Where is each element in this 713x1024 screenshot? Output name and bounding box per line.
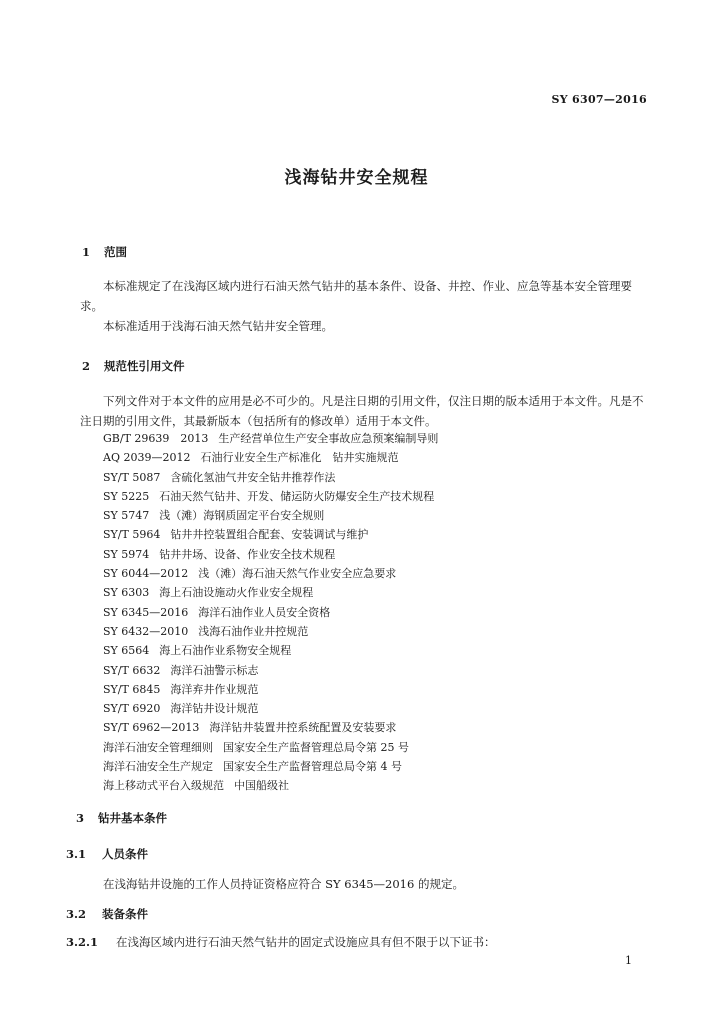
section-number: 3.2	[66, 907, 87, 921]
section-title: 人员条件	[102, 847, 148, 861]
list-item	[103, 641, 438, 660]
section-number: 3	[76, 811, 85, 825]
reference-code: AQ 2039—2012	[103, 451, 191, 465]
reference-code: SY 6345—2016	[103, 605, 189, 619]
clause-3-2-1	[66, 934, 496, 950]
reference-title: 海上石油作业系物安全规程	[159, 644, 292, 658]
list-item	[103, 622, 438, 641]
list-item	[103, 699, 438, 718]
list-item	[103, 545, 438, 564]
reference-list	[103, 429, 438, 796]
reference-code: SY/T 6962—2013	[103, 721, 200, 735]
reference-title: 钻井井场、设备、作业安全技术规程	[159, 547, 336, 561]
list-item	[103, 757, 438, 776]
reference-title: 钻井井控装置组合配套、安装调试与维护	[170, 528, 369, 542]
list-item	[103, 429, 438, 448]
reference-title: 国家安全生产监督管理总局令第 4 号	[223, 760, 402, 774]
reference-code: 海洋石油安全管理细则	[103, 740, 213, 754]
reference-code: SY 5225	[103, 489, 150, 503]
section-title: 范围	[104, 245, 127, 259]
page-title: 浅海钻井安全规程	[284, 168, 429, 188]
reference-code: SY/T 6632	[103, 663, 161, 677]
reference-code: SY 5974	[103, 547, 150, 561]
list-item	[103, 661, 438, 680]
section-title: 装备条件	[102, 907, 148, 921]
list-item	[103, 487, 438, 506]
clause-text: 在浅海区域内进行石油天然气钻井的固定式设施应具有但不限于以下证书：	[116, 935, 496, 949]
section-title: 钻井基本条件	[98, 811, 167, 825]
list-item	[103, 583, 438, 602]
reference-code: SY 6432—2010	[103, 624, 189, 638]
section-2-heading	[82, 358, 185, 374]
scope-paragraph-1: 本标准规定了在浅海区域内进行石油天然气钻井的基本条件、设备、井控、作业、应急等基本安全管理要求。	[80, 279, 632, 313]
page-number: 1	[625, 954, 632, 967]
reference-code: SY/T 6920	[103, 702, 161, 716]
reference-title: 海洋石油警示标志	[170, 663, 259, 677]
reference-title: 浅（滩）海石油天然气作业安全应急要求	[198, 567, 397, 581]
scope-paragraph-2: 本标准适用于浅海石油天然气钻井安全管理。	[103, 319, 333, 333]
clause-number: 3.2.1	[66, 935, 99, 949]
list-item	[103, 718, 438, 737]
reference-title: 石油行业安全生产标准化 钻井实施规范	[200, 451, 399, 465]
reference-code: 海上移动式平台入级规范	[103, 779, 224, 793]
reference-code: GB/T 29639 2013	[103, 432, 209, 445]
reference-code: SY/T 6845	[103, 682, 161, 696]
list-item	[103, 738, 438, 757]
list-item	[103, 680, 438, 699]
reference-title: 浅（滩）海钢质固定平台安全规则	[159, 509, 325, 523]
reference-title: 海上石油设施动火作业安全规程	[159, 586, 314, 600]
section-title: 规范性引用文件	[104, 359, 185, 373]
reference-code: SY/T 5964	[103, 528, 161, 542]
reference-title: 海洋弃井作业规范	[170, 682, 259, 696]
section-1-heading	[82, 244, 127, 260]
references-intro: 下列文件对于本文件的应用是必不可少的。凡是注日期的引用文件，仅注日期的版本适用于本文件。凡是不注日期的引用文件，其最新版本（包括所有的修改单）适用于本文件。	[80, 394, 644, 428]
reference-title: 石油天然气钻井、开发、储运防火防爆安全生产技术规程	[159, 489, 435, 503]
section-number: 1	[82, 245, 91, 259]
list-item	[103, 776, 438, 795]
subsection-3-2-heading	[66, 906, 148, 922]
section-3-heading	[76, 810, 167, 826]
reference-code: SY/T 5087	[103, 470, 161, 484]
list-item	[103, 603, 438, 622]
personnel-requirement: 在浅海钻井设施的工作人员持证资格应符合 SY 6345—2016 的规定。	[103, 877, 464, 891]
reference-title: 国家安全生产监督管理总局令第 25 号	[223, 740, 409, 754]
reference-code: SY 6303	[103, 586, 150, 600]
reference-title: 中国船级社	[234, 779, 289, 793]
reference-code: SY 5747	[103, 509, 150, 523]
reference-code: 海洋石油安全生产规定	[103, 760, 213, 774]
reference-title: 海洋钻井装置井控系统配置及安装要求	[209, 721, 397, 735]
subsection-3-1-heading	[66, 846, 148, 862]
list-item	[103, 468, 438, 487]
reference-code: SY 6044—2012	[103, 567, 189, 581]
reference-title: 海洋石油作业人员安全资格	[198, 605, 331, 619]
reference-title: 含硫化氢油气井安全钻井推荐作法	[170, 470, 336, 484]
list-item	[103, 506, 438, 525]
list-item	[103, 525, 438, 544]
reference-title: 浅海石油作业井控规范	[198, 624, 309, 638]
reference-title: 生产经营单位生产安全事故应急预案编制导则	[218, 432, 439, 445]
list-item	[103, 564, 438, 583]
standard-code: SY 6307—2016	[551, 93, 647, 106]
list-item	[103, 448, 438, 467]
section-number: 2	[82, 359, 91, 373]
reference-title: 海洋钻井设计规范	[170, 702, 259, 716]
section-number: 3.1	[66, 847, 87, 861]
reference-code: SY 6564	[103, 644, 150, 658]
